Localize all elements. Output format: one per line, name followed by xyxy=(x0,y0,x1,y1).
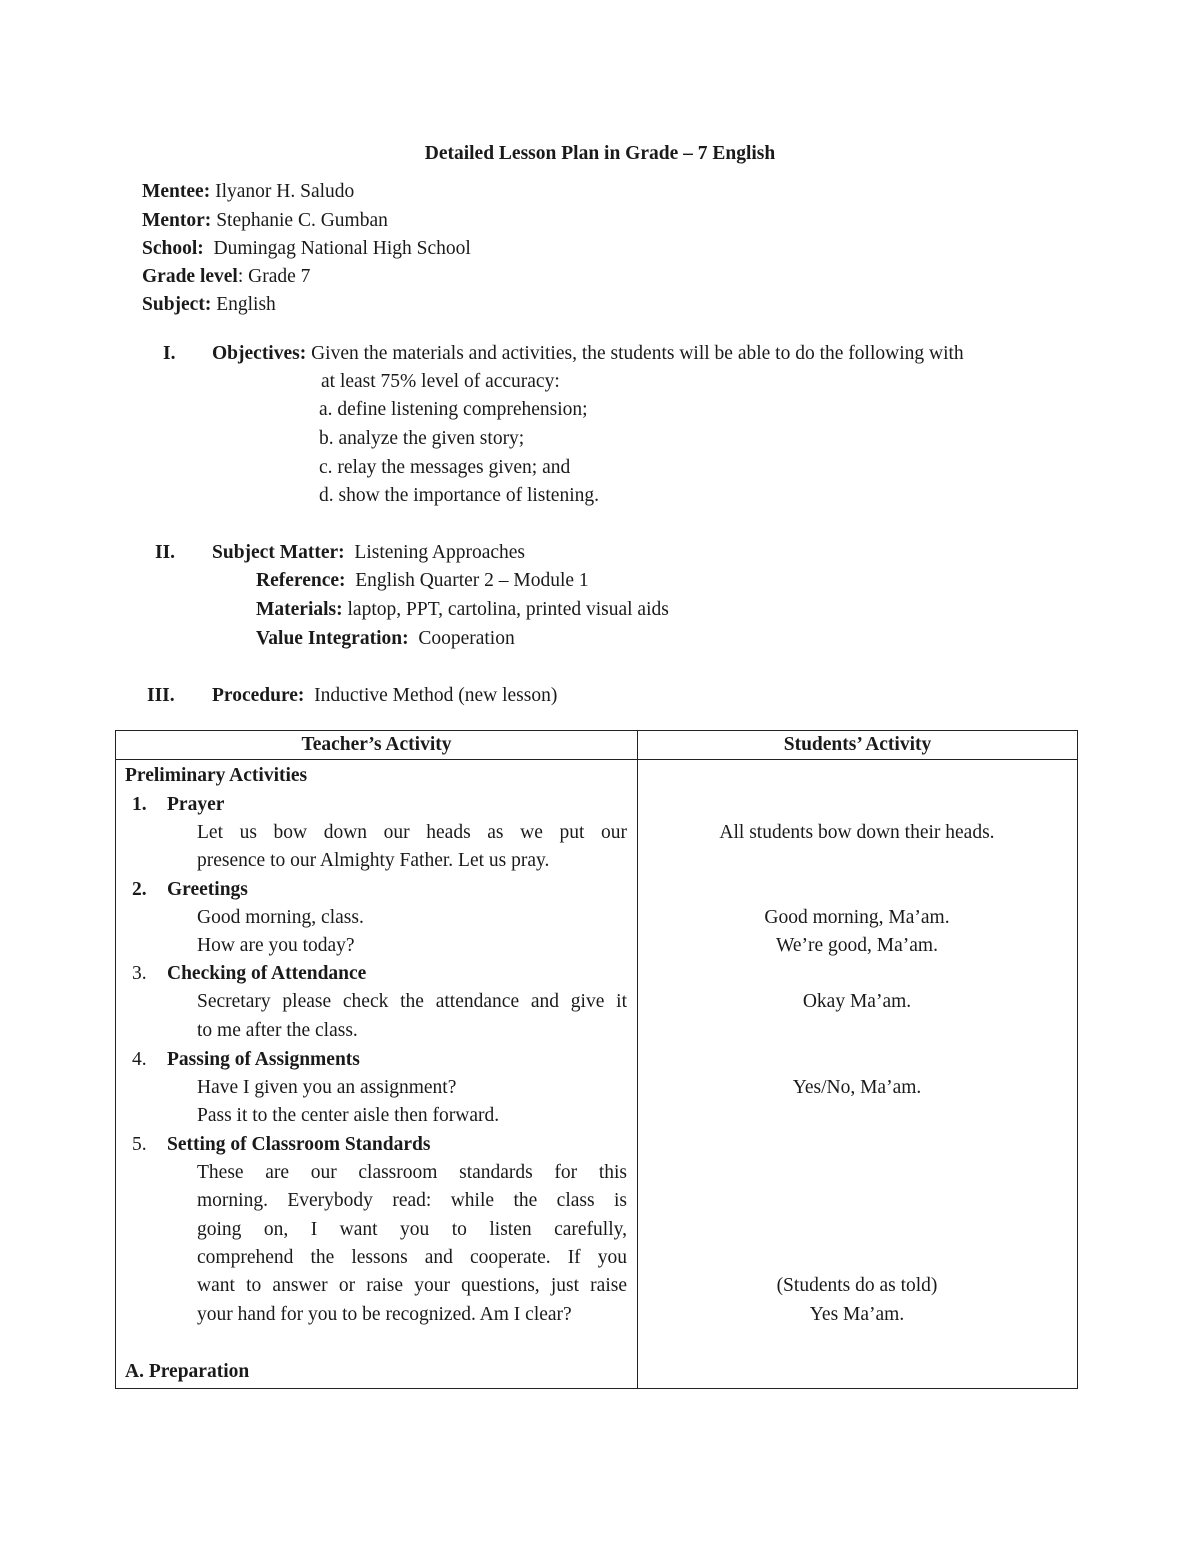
teacher-line: to me after the class. xyxy=(197,1020,358,1041)
student-response: (Students do as told) xyxy=(776,1275,938,1296)
school-label: School: xyxy=(142,238,204,259)
objective-item: b. analyze the given story; xyxy=(319,428,525,449)
mentee-label: Mentee: xyxy=(142,181,211,202)
subject-matter-value: Listening Approaches xyxy=(344,542,525,563)
table-body-row xyxy=(116,760,1078,1389)
grade-line xyxy=(142,267,310,287)
teacher-line: want to answer or raise your questions, just raise xyxy=(197,1275,627,1296)
section-title-assignments: Passing of Assignments xyxy=(167,1049,360,1070)
subject-label: Subject: xyxy=(142,294,212,315)
section-number: 1. xyxy=(132,794,147,815)
grade-value: : Grade 7 xyxy=(237,266,311,287)
teacher-line: Let us bow down our heads as we put our xyxy=(197,822,627,843)
student-response: We’re good, Ma’am. xyxy=(776,935,938,956)
procedure-table xyxy=(115,730,1078,1389)
reference-line xyxy=(256,571,589,591)
materials-label: Materials: xyxy=(256,599,343,620)
mentor-value: Stephanie C. Gumban xyxy=(211,210,388,231)
student-response: Good morning, Ma’am. xyxy=(764,907,950,928)
procedure-line xyxy=(212,686,557,706)
teacher-line: Secretary please check the attendance and give it xyxy=(197,991,627,1012)
objectives-intro: Given the materials and activities, the students will be able to do the following with xyxy=(306,343,964,364)
procedure-numeral: III. xyxy=(147,685,175,706)
value-integration-line xyxy=(256,629,515,649)
mentor-line xyxy=(142,211,388,231)
teacher-line: comprehend the lessons and cooperate. If you xyxy=(197,1247,627,1268)
materials-line xyxy=(256,600,669,620)
section-title-attendance: Checking of Attendance xyxy=(167,963,367,984)
reference-value: English Quarter 2 – Module 1 xyxy=(345,570,589,591)
teacher-line: Good morning, class. xyxy=(197,907,364,928)
section-number: 2. xyxy=(132,879,147,900)
objectives-intro-cont: at least 75% level of accuracy: xyxy=(321,371,560,392)
teacher-line: These are our classroom standards for this xyxy=(197,1162,627,1183)
subject-matter-numeral: II. xyxy=(155,542,176,563)
student-response: All students bow down their heads. xyxy=(719,822,995,843)
teacher-line: going on, I want you to listen carefully, xyxy=(197,1219,627,1240)
subject-matter-line xyxy=(212,543,525,563)
subject-value: English xyxy=(211,294,276,315)
objectives-label: Objectives: xyxy=(212,343,307,364)
value-integration-value: Cooperation xyxy=(408,628,515,649)
procedure-label: Procedure: xyxy=(212,685,305,706)
section-number: 4. xyxy=(132,1049,147,1070)
teacher-line: Pass it to the center aisle then forward. xyxy=(197,1105,500,1126)
objectives-line xyxy=(212,344,964,364)
objectives-numeral: I. xyxy=(163,343,176,364)
mentee-value: Ilyanor H. Saludo xyxy=(210,181,355,202)
teacher-line: morning. Everybody read: while the class is xyxy=(197,1190,627,1211)
student-response: Yes/No, Ma’am. xyxy=(792,1077,922,1098)
student-response: Okay Ma’am. xyxy=(802,991,912,1012)
students-activity-header: Students’ Activity xyxy=(638,731,1078,760)
teacher-activity-header: Teacher’s Activity xyxy=(116,731,638,760)
section-title-greetings: Greetings xyxy=(167,879,248,900)
section-title-standards: Setting of Classroom Standards xyxy=(167,1134,431,1155)
teacher-line: Have I given you an assignment? xyxy=(197,1077,457,1098)
section-number: 3. xyxy=(132,963,147,984)
school-value: Dumingag National High School xyxy=(203,238,471,259)
preparation-heading: A. Preparation xyxy=(125,1361,250,1382)
teacher-activity-cell xyxy=(116,760,638,1389)
objective-item: d. show the importance of listening. xyxy=(319,485,599,506)
teacher-line: your hand for you to be recognized. Am I clear? xyxy=(197,1304,572,1325)
page-title: Detailed Lesson Plan in Grade – 7 English xyxy=(424,143,776,164)
students-activity-cell xyxy=(638,760,1078,1389)
student-response: Yes Ma’am. xyxy=(809,1304,905,1325)
materials-value: laptop, PPT, cartolina, printed visual aids xyxy=(342,599,669,620)
objective-item: c. relay the messages given; and xyxy=(319,457,571,478)
value-integration-label: Value Integration: xyxy=(256,628,409,649)
teacher-line: presence to our Almighty Father. Let us pray. xyxy=(197,850,550,871)
subject-line xyxy=(142,295,276,315)
teacher-line: How are you today? xyxy=(197,935,355,956)
section-number: 5. xyxy=(132,1134,147,1155)
subject-matter-label: Subject Matter: xyxy=(212,542,345,563)
table-header-row xyxy=(116,731,1078,760)
preliminary-heading: Preliminary Activities xyxy=(125,765,308,786)
school-line xyxy=(142,239,471,259)
mentor-label: Mentor: xyxy=(142,210,212,231)
reference-label: Reference: xyxy=(256,570,346,591)
mentee-line xyxy=(142,182,354,202)
section-title-prayer: Prayer xyxy=(167,794,225,815)
grade-label: Grade level xyxy=(142,266,238,287)
objective-item: a. define listening comprehension; xyxy=(319,399,588,420)
procedure-value: Inductive Method (new lesson) xyxy=(304,685,558,706)
